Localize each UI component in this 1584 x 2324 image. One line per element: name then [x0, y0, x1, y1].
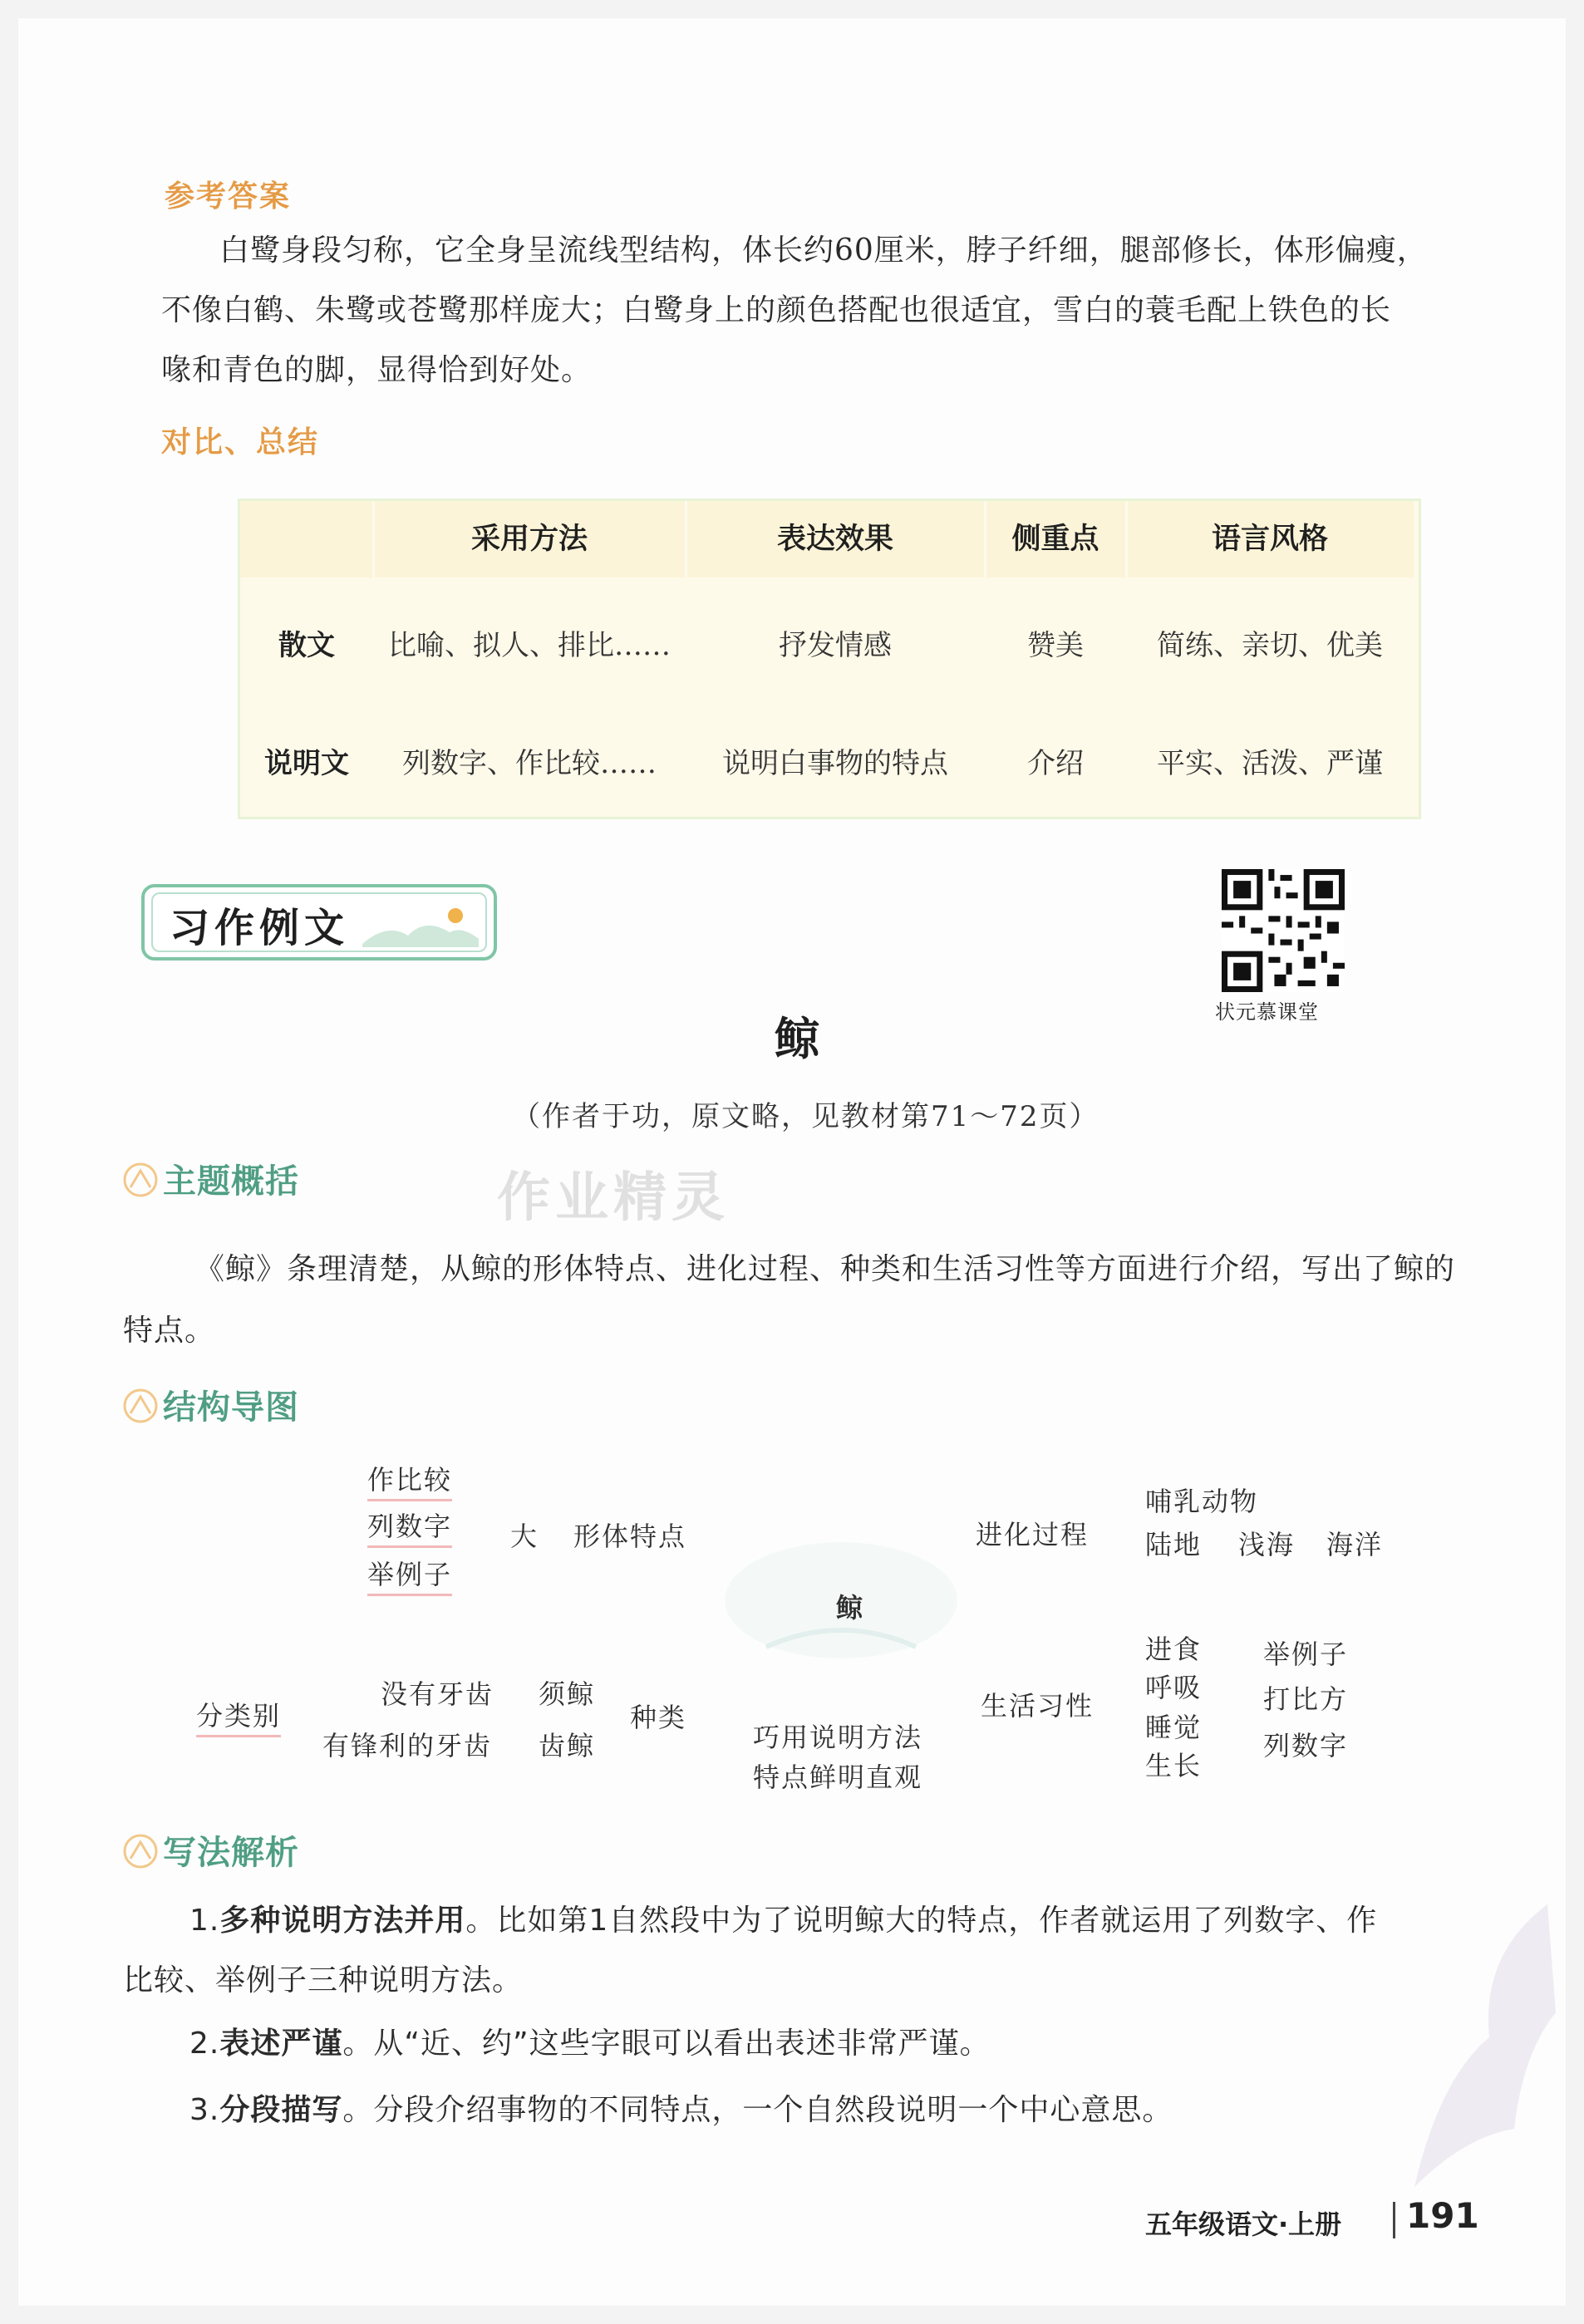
watermark: 作业精灵 [497, 1167, 730, 1229]
map-kind: 齿鲸 [539, 1730, 596, 1761]
table-header-effect: 表达效果 [686, 501, 985, 577]
map-branch-kinds: 种类 [630, 1702, 687, 1733]
ref-answer-line-3: 喙和青色的脚，显得恰到好处。 [161, 353, 593, 387]
map-habit: 呼吸 [1145, 1672, 1203, 1703]
compare-heading: 对比、总结 [161, 425, 320, 459]
map-branch-habits: 生活习性 [981, 1690, 1095, 1722]
page [18, 18, 1566, 2306]
whale-tail-decor [1315, 1888, 1564, 2237]
analysis-heading [123, 1826, 299, 1874]
analysis-num: 1. [189, 1904, 220, 1938]
map-summary: 巧用说明方法 [753, 1722, 923, 1753]
table-cell: 列数字、作比较…… [402, 747, 657, 780]
analysis-num: 2. [189, 2027, 220, 2061]
map-stage: 浅海 [1238, 1529, 1296, 1560]
essay-title: 鲸 [775, 1013, 819, 1065]
analysis-heading-label: 写法解析 [163, 1834, 299, 1872]
map-branch-evolution: 进化过程 [976, 1519, 1090, 1550]
map-root-classify: 分类别 [196, 1695, 281, 1737]
row-label-expository: 说明文 [264, 747, 349, 780]
map-method: 举例子 [367, 1554, 452, 1596]
row-label-prose: 散文 [278, 629, 335, 662]
table-cell: 介绍 [1027, 747, 1084, 780]
ref-answer-line-2: 不像白鹤、朱鹭或苍鹭那样庞大；白鹭身上的颜色搭配也很适宜，雪白的蓑毛配上铁色的长 [161, 293, 1392, 327]
analysis-key: 分段描写 [219, 2093, 343, 2127]
qr-caption: 状元慕课堂 [1215, 1000, 1319, 1024]
table-cell: 说明白事物的特点 [722, 747, 948, 780]
analysis-num: 3. [189, 2093, 220, 2127]
theme-heading-label: 主题概括 [163, 1162, 299, 1201]
map-habit: 睡觉 [1145, 1712, 1203, 1743]
analysis-text: 。分段介绍事物的不同特点，一个自然段说明一个中心意思。 [342, 2093, 1173, 2127]
footer-divider [1393, 2202, 1395, 2238]
table-cell: 抒发情感 [779, 629, 892, 662]
footer-book: 五年级语文·上册 [1145, 2209, 1342, 2240]
map-habit: 生长 [1145, 1750, 1203, 1781]
analysis-item-2 [189, 2014, 991, 2074]
analysis-key: 多种说明方法并用 [219, 1904, 466, 1938]
map-item: 没有牙齿 [381, 1678, 494, 1710]
triangle-badge-icon [123, 1834, 158, 1869]
table-header-method: 采用方法 [373, 501, 686, 577]
analysis-item-1 [189, 1891, 1377, 1951]
map-center: 鲸 [836, 1592, 865, 1624]
table-cell: 比喻、拟人、排比…… [388, 629, 671, 662]
page-number: 191 [1406, 2195, 1479, 2236]
essay-source: （作者于功，原文略，见教材第71～72页） [512, 1100, 1099, 1133]
map-habit: 进食 [1145, 1634, 1203, 1665]
map-branch-shape: 形体特点 [573, 1521, 687, 1552]
map-method: 打比方 [1263, 1683, 1349, 1715]
ref-answer-heading: 参考答案 [165, 179, 292, 214]
table-cell: 平实、活泼、严谨 [1157, 747, 1383, 780]
map-method: 作比较 [367, 1459, 452, 1501]
table-cell: 赞美 [1027, 629, 1084, 662]
analysis-text: 。从“近、约”这些字眼可以看出表述非常严谨。 [342, 2027, 991, 2061]
table-header-focus: 侧重点 [985, 501, 1126, 577]
map-method: 举例子 [1263, 1639, 1349, 1670]
map-stage: 陆地 [1145, 1529, 1203, 1560]
table-header-style: 语言风格 [1126, 501, 1414, 577]
theme-line-1: 《鲸》条理清楚，从鲸的形体特点、进化过程、种类和生活习性等方面进行介绍，写出了鲸的 [194, 1252, 1456, 1286]
analysis-item-1-cont: 比较、举例子三种说明方法。 [123, 1963, 524, 1997]
analysis-item-3 [189, 2081, 1173, 2140]
map-method: 列数字 [1263, 1730, 1349, 1761]
map-mammal: 哺乳动物 [1145, 1486, 1259, 1517]
ref-answer-line-1: 白鹭身段匀称，它全身呈流线型结构，体长约60厘米，脖子纤细，腿部修长，体形偏瘦， [219, 233, 1428, 268]
map-kind: 须鲸 [539, 1678, 596, 1710]
analysis-key: 表述严谨 [219, 2027, 343, 2061]
banner-title: 习作例文 [170, 905, 350, 951]
theme-line-2: 特点。 [123, 1314, 216, 1348]
structure-heading-label: 结构导图 [163, 1388, 299, 1427]
map-summary: 特点鲜明直观 [753, 1761, 923, 1793]
map-method: 列数字 [367, 1506, 452, 1548]
table-cell: 简练、亲切、优美 [1157, 629, 1383, 662]
map-item: 有锋利的牙齿 [322, 1730, 493, 1761]
analysis-text: 。比如第1自然段中为了说明鲸大的特点，作者就运用了列数字、作 [465, 1904, 1378, 1938]
map-trait: 大 [510, 1521, 539, 1552]
map-stage: 海洋 [1326, 1529, 1384, 1560]
